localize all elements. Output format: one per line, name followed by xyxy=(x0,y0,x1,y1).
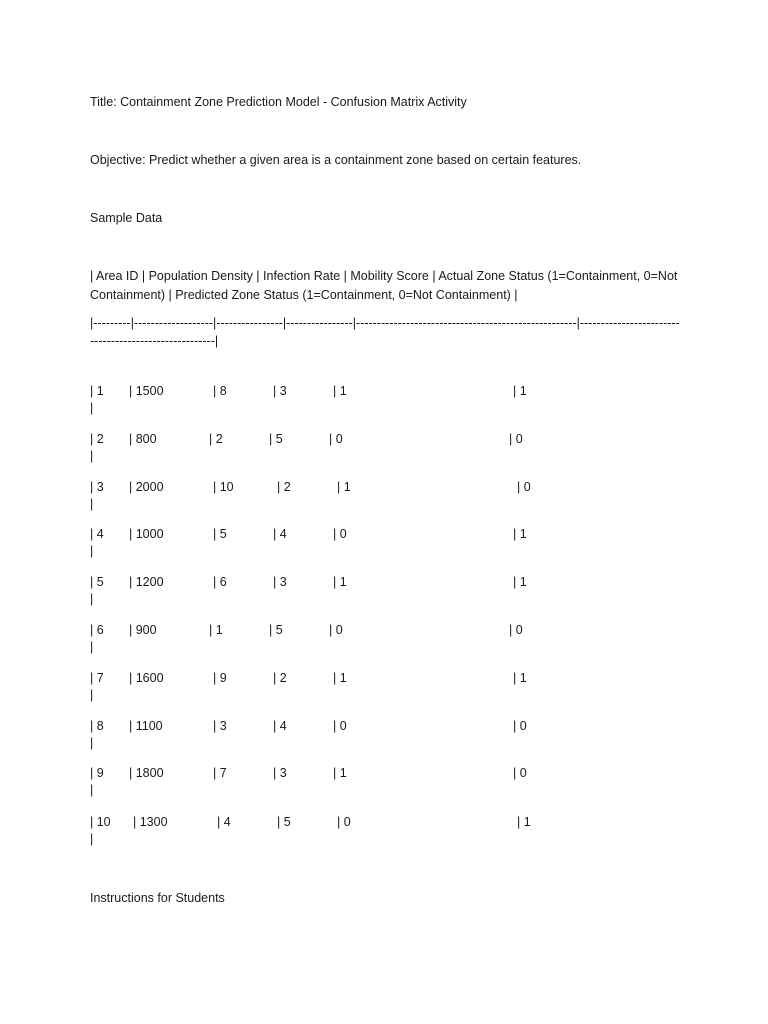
density-cell: | 900 xyxy=(129,623,157,637)
area-id-cell: | 7 xyxy=(90,671,104,685)
row-end-pipe: | xyxy=(90,497,94,511)
mobility-cell: | 4 xyxy=(273,527,287,541)
row-end-pipe: | xyxy=(90,401,94,415)
actual-status-cell: | 1 xyxy=(337,480,351,494)
actual-status-cell: | 1 xyxy=(333,766,347,780)
document-title: Title: Containment Zone Prediction Model - Confusion Matrix Activity xyxy=(90,95,467,109)
actual-status-cell: | 0 xyxy=(337,815,351,829)
infection-cell: | 8 xyxy=(213,384,227,398)
table-row xyxy=(90,573,680,613)
actual-status-cell: | 1 xyxy=(333,575,347,589)
row-end-pipe: | xyxy=(90,449,94,463)
mobility-cell: | 5 xyxy=(269,432,283,446)
predicted-status-cell: | 0 xyxy=(513,766,527,780)
area-id-cell: | 1 xyxy=(90,384,104,398)
row-end-pipe: | xyxy=(90,688,94,702)
table-row xyxy=(90,525,680,565)
actual-status-cell: | 1 xyxy=(333,384,347,398)
infection-cell: | 2 xyxy=(209,432,223,446)
infection-cell: | 3 xyxy=(213,719,227,733)
infection-cell: | 5 xyxy=(213,527,227,541)
area-id-cell: | 4 xyxy=(90,527,104,541)
area-id-cell: | 9 xyxy=(90,766,104,780)
actual-status-cell: | 1 xyxy=(333,671,347,685)
density-cell: | 1100 xyxy=(129,719,163,733)
density-cell: | 1600 xyxy=(129,671,164,685)
mobility-cell: | 4 xyxy=(273,719,287,733)
table-row xyxy=(90,621,680,661)
table-row xyxy=(90,717,680,757)
infection-cell: | 10 xyxy=(213,480,234,494)
objective-text: Objective: Predict whether a given area is a containment zone based on certain features. xyxy=(90,153,582,167)
actual-status-cell: | 0 xyxy=(333,719,347,733)
table-row xyxy=(90,430,680,470)
density-cell: | 1200 xyxy=(129,575,164,589)
predicted-status-cell: | 1 xyxy=(517,815,531,829)
density-cell: | 1500 xyxy=(129,384,164,398)
mobility-cell: | 3 xyxy=(273,766,287,780)
mobility-cell: | 3 xyxy=(273,384,287,398)
actual-status-cell: | 0 xyxy=(333,527,347,541)
row-end-pipe: | xyxy=(90,544,94,558)
density-cell: | 800 xyxy=(129,432,157,446)
area-id-cell: | 10 xyxy=(90,815,111,829)
instructions-heading: Instructions for Students xyxy=(90,891,225,905)
area-id-cell: | 8 xyxy=(90,719,104,733)
mobility-cell: | 5 xyxy=(277,815,291,829)
actual-status-cell: | 0 xyxy=(329,432,343,446)
predicted-status-cell: | 1 xyxy=(513,671,527,685)
row-end-pipe: | xyxy=(90,592,94,606)
table-header-text: | Area ID | Population Density | Infection Rate | Mobility Score | Actual Zone Status (1=Containment, 0=Not Containment) | Predicted Zone Status (1=Containment, 0=Not Containment) | xyxy=(90,269,678,302)
predicted-status-cell: | 1 xyxy=(513,384,527,398)
density-cell: | 1800 xyxy=(129,766,164,780)
area-id-cell: | 5 xyxy=(90,575,104,589)
infection-cell: | 7 xyxy=(213,766,227,780)
infection-cell: | 4 xyxy=(217,815,231,829)
mobility-cell: | 2 xyxy=(273,671,287,685)
infection-cell: | 9 xyxy=(213,671,227,685)
table-row xyxy=(90,764,680,804)
infection-cell: | 6 xyxy=(213,575,227,589)
actual-status-cell: | 0 xyxy=(329,623,343,637)
table-row xyxy=(90,382,680,422)
area-id-cell: | 3 xyxy=(90,480,104,494)
mobility-cell: | 3 xyxy=(273,575,287,589)
area-id-cell: | 6 xyxy=(90,623,104,637)
infection-cell: | 1 xyxy=(209,623,223,637)
predicted-status-cell: | 0 xyxy=(509,623,523,637)
density-cell: | 1300 xyxy=(133,815,168,829)
predicted-status-cell: | 0 xyxy=(513,719,527,733)
table-row xyxy=(90,669,680,709)
mobility-cell: | 2 xyxy=(277,480,291,494)
predicted-status-cell: | 0 xyxy=(509,432,523,446)
table-separator: |---------|-------------------|----------------|----------------|-----------------------------------------------------|------------------------------------------------------| xyxy=(90,316,680,348)
density-cell: | 1000 xyxy=(129,527,164,541)
area-id-cell: | 2 xyxy=(90,432,104,446)
sample-data-heading: Sample Data xyxy=(90,211,163,225)
density-cell: | 2000 xyxy=(129,480,164,494)
predicted-status-cell: | 1 xyxy=(513,575,527,589)
table-row xyxy=(90,813,680,853)
row-end-pipe: | xyxy=(90,832,94,846)
mobility-cell: | 5 xyxy=(269,623,283,637)
row-end-pipe: | xyxy=(90,736,94,750)
predicted-status-cell: | 0 xyxy=(517,480,531,494)
row-end-pipe: | xyxy=(90,640,94,654)
table-row xyxy=(90,478,680,518)
row-end-pipe: | xyxy=(90,783,94,797)
predicted-status-cell: | 1 xyxy=(513,527,527,541)
